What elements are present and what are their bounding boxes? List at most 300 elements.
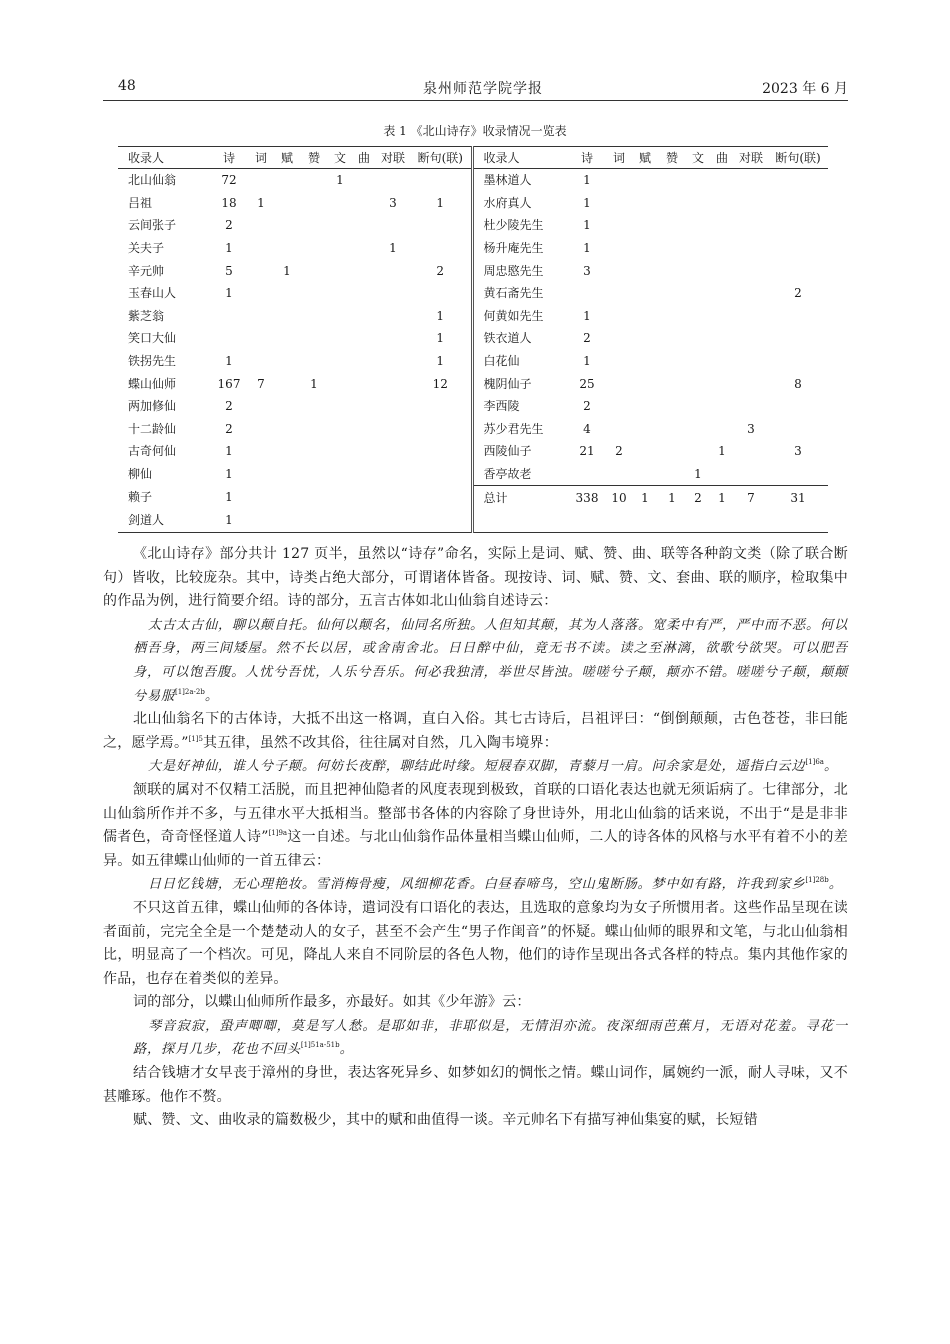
count-cell [658,282,686,305]
count-cell [410,509,472,532]
contributor-name: 黄石斋先生 [472,282,568,305]
citation: [1]2a-2b [174,687,205,696]
count-cell [686,418,710,441]
count-cell [248,418,274,441]
count-cell [410,440,472,463]
count-cell [300,486,328,509]
count-cell [328,259,352,282]
count-cell [352,214,376,237]
count-cell [300,169,328,192]
count-cell [300,418,328,441]
count-cell [606,463,632,486]
count-cell [352,463,376,486]
count-cell [632,305,658,328]
count-cell: 1 [436,354,445,369]
table-row [118,372,828,395]
paragraph [103,779,848,873]
count-cell [248,350,274,373]
count-cell [274,395,300,418]
count-cell: 2 [225,421,233,436]
count-cell [710,327,734,350]
count-cell [300,509,328,532]
paragraph: 《北山诗存》部分共计 127 页半，虽然以“诗存”命名，实际上是词、赋、赞、曲、联等各种韵文类（除了联合断句）皆收，比较庞杂。其中，诗类占绝大部分，可谓诸体皆备。现按诗、词、赋、赞、文、套曲、联的顺序，检取集中的作品为例，进行简要介绍。诗的部分，五言古体如北山仙翁自述诗云： [103,546,848,610]
contributor-name: 玉春山人 [128,286,177,301]
count-cell [410,418,472,441]
paragraph: 赋、赞、文、曲收录的篇数极少，其中的赋和曲值得一谈。辛元帅名下有描写神仙集宴的赋，长短错 [133,1112,758,1129]
count-cell: 3 [389,195,397,210]
column-header: 文 [333,150,346,165]
count-cell [248,395,274,418]
table-row [118,327,828,350]
count-cell [632,440,658,463]
count-cell [710,372,734,395]
count-cell [352,305,376,328]
count-cell [376,282,410,305]
count-cell: 1 [225,513,233,528]
count-cell [248,282,274,305]
count-cell [352,395,376,418]
citation: [1]9a [268,829,288,838]
count-cell: 1 [583,195,591,210]
count-cell [352,169,376,192]
count-cell: 1 [225,444,233,459]
count-cell: 4 [583,421,591,436]
count-cell: 1 [336,173,344,188]
count-cell [248,259,274,282]
count-cell [658,418,686,441]
contributor-name: 蝶山仙师 [128,376,177,391]
citation: [1]51a-51b [300,1041,340,1050]
column-header: 诗 [580,150,593,165]
count-cell: 1 [436,308,445,323]
count-cell [274,214,300,237]
column-header: 赞 [307,150,320,165]
count-cell [632,418,658,441]
count-cell [768,169,828,192]
count-cell: 25 [579,376,595,391]
count-cell: 167 [217,376,241,391]
count-cell [734,305,768,328]
contributor-name: 铁衣道人 [472,327,568,350]
count-cell: 10 [606,486,632,509]
count-cell [248,305,274,328]
count-cell: 2 [225,399,233,414]
count-cell [710,192,734,215]
count-cell [568,463,606,486]
paragraph-text: 其五律，虽然不改其俗，往往属对自然，几入陶韦境界： [202,734,558,751]
contributor-name: 柳仙 [128,467,153,482]
count-cell [352,372,376,395]
count-cell [376,440,410,463]
column-header: 词 [612,150,625,165]
count-cell [632,237,658,260]
count-cell [274,372,300,395]
count-cell [686,282,710,305]
count-cell: 7 [257,376,265,391]
count-cell [686,327,710,350]
count-cell [274,237,300,260]
paragraph [103,708,848,755]
column-header: 赋 [280,150,293,165]
contributor-name: 李西陵 [472,395,568,418]
count-cell [328,463,352,486]
count-cell: 1 [389,241,397,256]
table-row [118,305,828,328]
count-cell [376,327,410,350]
count-cell [376,486,410,509]
count-cell [410,237,472,260]
issue-date: 2023 年 6 月 [762,81,848,97]
count-cell [300,214,328,237]
count-cell [274,486,300,509]
contributor-name: 吕祖 [128,195,153,210]
count-cell [686,440,710,463]
count-cell [376,259,410,282]
count-cell: 1 [718,444,726,459]
count-cell: 7 [734,486,768,509]
count-cell [352,440,376,463]
table-row [118,463,828,486]
count-cell: 8 [794,376,802,391]
count-cell [410,486,472,509]
count-cell: 31 [768,486,828,509]
count-cell [248,463,274,486]
count-cell [274,350,300,373]
count-cell [606,192,632,215]
count-cell [632,282,658,305]
count-cell [410,282,472,305]
article-body [103,543,848,1133]
count-cell [328,237,352,260]
count-cell [376,463,410,486]
count-cell: 1 [436,331,445,346]
count-cell [410,214,472,237]
count-cell [568,509,606,532]
count-cell [686,350,710,373]
count-cell [686,509,710,532]
contributor-name: 香亭故老 [472,463,568,486]
paragraph-text: 颔联的属对不仅精工活脱，而且把神仙隐者的风度表现到极致，首联的口语化表达也就无须诟病了。七律部分，北山仙翁所作并不多，与五律水平大抵相当。整部书各体的内容除了身世诗外，用北山仙翁的话来说，不出于“是是非非儒者色，奇奇怪怪道人诗” [103,781,848,846]
count-cell [686,237,710,260]
count-cell [606,237,632,260]
count-cell [710,463,734,486]
count-cell [768,237,828,260]
count-cell [328,305,352,328]
count-cell: 21 [579,444,595,459]
count-cell [710,169,734,192]
count-cell [300,440,328,463]
column-header: 收录人 [128,150,165,165]
table-row [118,169,828,192]
table-row [118,214,828,237]
column-header: 曲 [715,150,728,165]
count-cell: 2 [615,444,623,459]
count-cell: 1 [225,354,233,369]
count-cell [352,509,376,532]
count-cell: 2 [436,263,445,278]
count-cell: 2 [794,286,802,301]
quote-end: 。 [204,688,219,704]
count-cell: 18 [221,195,237,210]
table-row [118,282,828,305]
count-cell [300,327,328,350]
count-cell [328,192,352,215]
count-cell [410,395,472,418]
count-cell [734,259,768,282]
contributor-name: 何黄如先生 [472,305,568,328]
count-cell [768,192,828,215]
contributor-name: 周忠愍先生 [472,259,568,282]
count-cell: 1 [583,218,591,233]
count-cell [632,327,658,350]
quote-end: 。 [823,759,838,775]
count-cell [606,395,632,418]
quote-text: 太古太古仙，聊以颠自托。仙何以颠名，仙同名所独。人但知其颠，其为人落落。宽柔中有严，严中而不恶。何以栖吾身，两三间矮屋。然不长以居，或舍南舍北。日日醉中仙，竟无书不读。读之至淋漓，欲歌兮欲哭。可以肥吾身，可以饱吾腹。人忧兮吾忧，人乐兮吾乐。何必我独清，举世尽皆浊。嗟嗟兮子颠，颠亦不错。嗟嗟兮子颠，颠颠兮易服 [133,617,848,704]
count-cell [632,214,658,237]
count-cell [410,463,472,486]
contributor-name: 关夫子 [128,241,165,256]
count-cell [734,350,768,373]
count-cell [328,282,352,305]
count-cell [734,214,768,237]
count-cell [632,509,658,532]
count-cell [376,509,410,532]
count-cell [328,327,352,350]
count-cell: 2 [583,331,591,346]
count-cell [328,214,352,237]
quote-text: 大是好神仙，谁人兮子颠。何妨长夜醉，聊结此时缘。短屐春双脚，青藜月一肩。问余家是处，遥指白云边 [148,759,806,775]
contributor-name: 云间张子 [128,218,177,233]
contributor-name: 十二龄仙 [128,421,177,436]
count-cell [658,372,686,395]
count-cell [606,305,632,328]
count-cell: 1 [583,241,591,256]
column-header: 收录人 [472,147,568,169]
count-cell [606,259,632,282]
count-cell [768,327,828,350]
count-cell [274,169,300,192]
count-cell [300,350,328,373]
count-cell: 1 [710,486,734,509]
count-cell [710,509,734,532]
count-cell: 1 [225,467,233,482]
contributor-name: 剑道人 [128,513,165,528]
table-row [118,259,828,282]
count-cell [710,259,734,282]
count-cell [328,350,352,373]
contributor-name: 北山仙翁 [128,173,177,188]
paragraph-text: 这一自述。与北山仙翁作品体量相当蝶山仙师，二人的诗各体的风格与水平有着不小的差异。如五律蝶山仙师的一首五律云： [103,829,848,869]
count-cell [300,259,328,282]
quoted-poem [133,873,848,897]
count-cell [710,418,734,441]
count-cell: 5 [225,263,233,278]
column-header: 对联 [738,150,763,165]
count-cell [328,418,352,441]
count-cell: 3 [794,444,802,459]
count-cell [300,237,328,260]
page-header [118,76,848,100]
count-cell [274,305,300,328]
count-cell [300,463,328,486]
count-cell [352,418,376,441]
count-cell [686,259,710,282]
count-cell [658,192,686,215]
count-cell [632,169,658,192]
journal-title: 泉州师范学院学报 [423,81,543,97]
count-cell: 2 [686,486,710,509]
contributor-name: 铁拐先生 [128,354,177,369]
count-cell [734,509,768,532]
count-cell [248,486,274,509]
count-cell [606,327,632,350]
count-cell [606,169,632,192]
count-cell [710,237,734,260]
count-cell [274,327,300,350]
count-cell [734,440,768,463]
count-cell [376,214,410,237]
quoted-poem [133,755,848,779]
count-cell [352,282,376,305]
count-cell: 1 [583,308,591,323]
count-cell [768,509,828,532]
contributor-name: 两加修仙 [128,399,177,414]
contributor-name: 古奇何仙 [128,444,177,459]
count-cell: 1 [632,486,658,509]
count-cell [606,350,632,373]
count-cell [658,350,686,373]
count-cell [710,282,734,305]
count-cell [632,395,658,418]
count-cell [210,327,248,350]
header-rule [103,100,848,101]
contributor-name: 墨林道人 [472,169,568,192]
column-header: 断句(联) [417,150,463,165]
count-cell [248,509,274,532]
paragraph: 不只这首五律，蝶山仙师的各体诗，遣词没有口语化的表达，且选取的意象均为女子所惯用者。这些作品呈现在读者面前，完完全全是一个楚楚动人的女子，甚至不会产生“男子作闺音”的怀疑。蝶山仙师的眼界和文笔，与北山仙翁相比，明显高了一个档次。可见，降乩人来自不同阶层的各色人物，他们的诗作呈现出各式各样的特点。集内其他作家的作品，也存在着类似的差异。 [103,899,848,987]
count-cell: 1 [257,195,265,210]
count-cell [274,282,300,305]
count-cell [248,440,274,463]
citation: [1]5 [188,734,203,743]
count-cell [734,372,768,395]
column-header: 文 [691,150,704,165]
count-cell [274,192,300,215]
contributor-name [472,509,568,532]
contributor-name: 西陵仙子 [472,440,568,463]
table-row [118,440,828,463]
paragraph: 结合钱塘才女早丧于漳州的身世，表达客死异乡、如梦如幻的惆怅之情。蝶山词作，属婉约一派，耐人寻味，又不甚雕琢。他作不赘。 [103,1065,848,1105]
contributor-name: 笑口大仙 [128,331,177,346]
count-cell: 2 [583,399,591,414]
count-cell [376,305,410,328]
count-cell [274,418,300,441]
count-cell [248,169,274,192]
count-cell [328,372,352,395]
table-row [118,509,828,532]
count-cell [710,395,734,418]
count-cell: 1 [225,286,233,301]
count-cell [274,463,300,486]
contributor-name: 总计 [472,486,568,509]
count-cell: 72 [221,173,237,188]
count-cell [606,282,632,305]
count-cell [768,463,828,486]
count-cell: 1 [694,467,702,482]
count-cell [734,395,768,418]
table-row [118,350,828,373]
count-cell: 338 [568,486,606,509]
count-cell [568,282,606,305]
count-cell [328,509,352,532]
count-cell [376,418,410,441]
column-header: 诗 [222,150,235,165]
count-cell [632,259,658,282]
count-cell [606,372,632,395]
count-cell [658,305,686,328]
count-cell [248,327,274,350]
count-cell [710,350,734,373]
count-cell [768,418,828,441]
count-cell: 3 [583,263,591,278]
count-cell [606,214,632,237]
contributor-name: 赖子 [128,490,153,505]
count-cell: 3 [747,421,755,436]
table-header-row [118,147,828,169]
count-cell [658,509,686,532]
count-cell [734,327,768,350]
table-caption: 表 1 《北山诗存》收录情况一览表 [383,124,567,138]
count-cell [686,305,710,328]
contributor-name: 杜少陵先生 [472,214,568,237]
count-cell [328,440,352,463]
count-cell [734,192,768,215]
paragraph: 词的部分，以蝶山仙师所作最多，亦最好。如其《少年游》云： [133,994,531,1011]
citation: [1]28b [805,876,829,885]
count-cell [768,305,828,328]
count-cell [632,192,658,215]
count-cell [210,305,248,328]
count-cell [768,214,828,237]
count-cell [768,259,828,282]
count-cell [658,327,686,350]
count-cell [632,350,658,373]
count-cell [686,395,710,418]
count-cell [376,395,410,418]
column-header: 曲 [357,150,370,165]
page-number: 48 [118,78,136,94]
quote-text: 日日忆钱塘，无心理艳妆。雪消梅骨瘦，风细柳花香。白昼春啼鸟，空山鬼断肠。梦中如有路，许我到家乡 [148,877,806,893]
count-cell [768,395,828,418]
count-cell [300,305,328,328]
count-cell: 1 [658,486,686,509]
count-cell [686,192,710,215]
count-cell [658,214,686,237]
count-cell [248,237,274,260]
count-cell [376,169,410,192]
count-cell [686,214,710,237]
count-cell [352,259,376,282]
count-cell [658,395,686,418]
count-cell [352,192,376,215]
quote-end: 。 [339,1042,354,1058]
count-cell [734,237,768,260]
count-cell [352,327,376,350]
contributor-name: 苏少君先生 [472,418,568,441]
count-cell [734,169,768,192]
count-cell [274,509,300,532]
count-cell [410,169,472,192]
